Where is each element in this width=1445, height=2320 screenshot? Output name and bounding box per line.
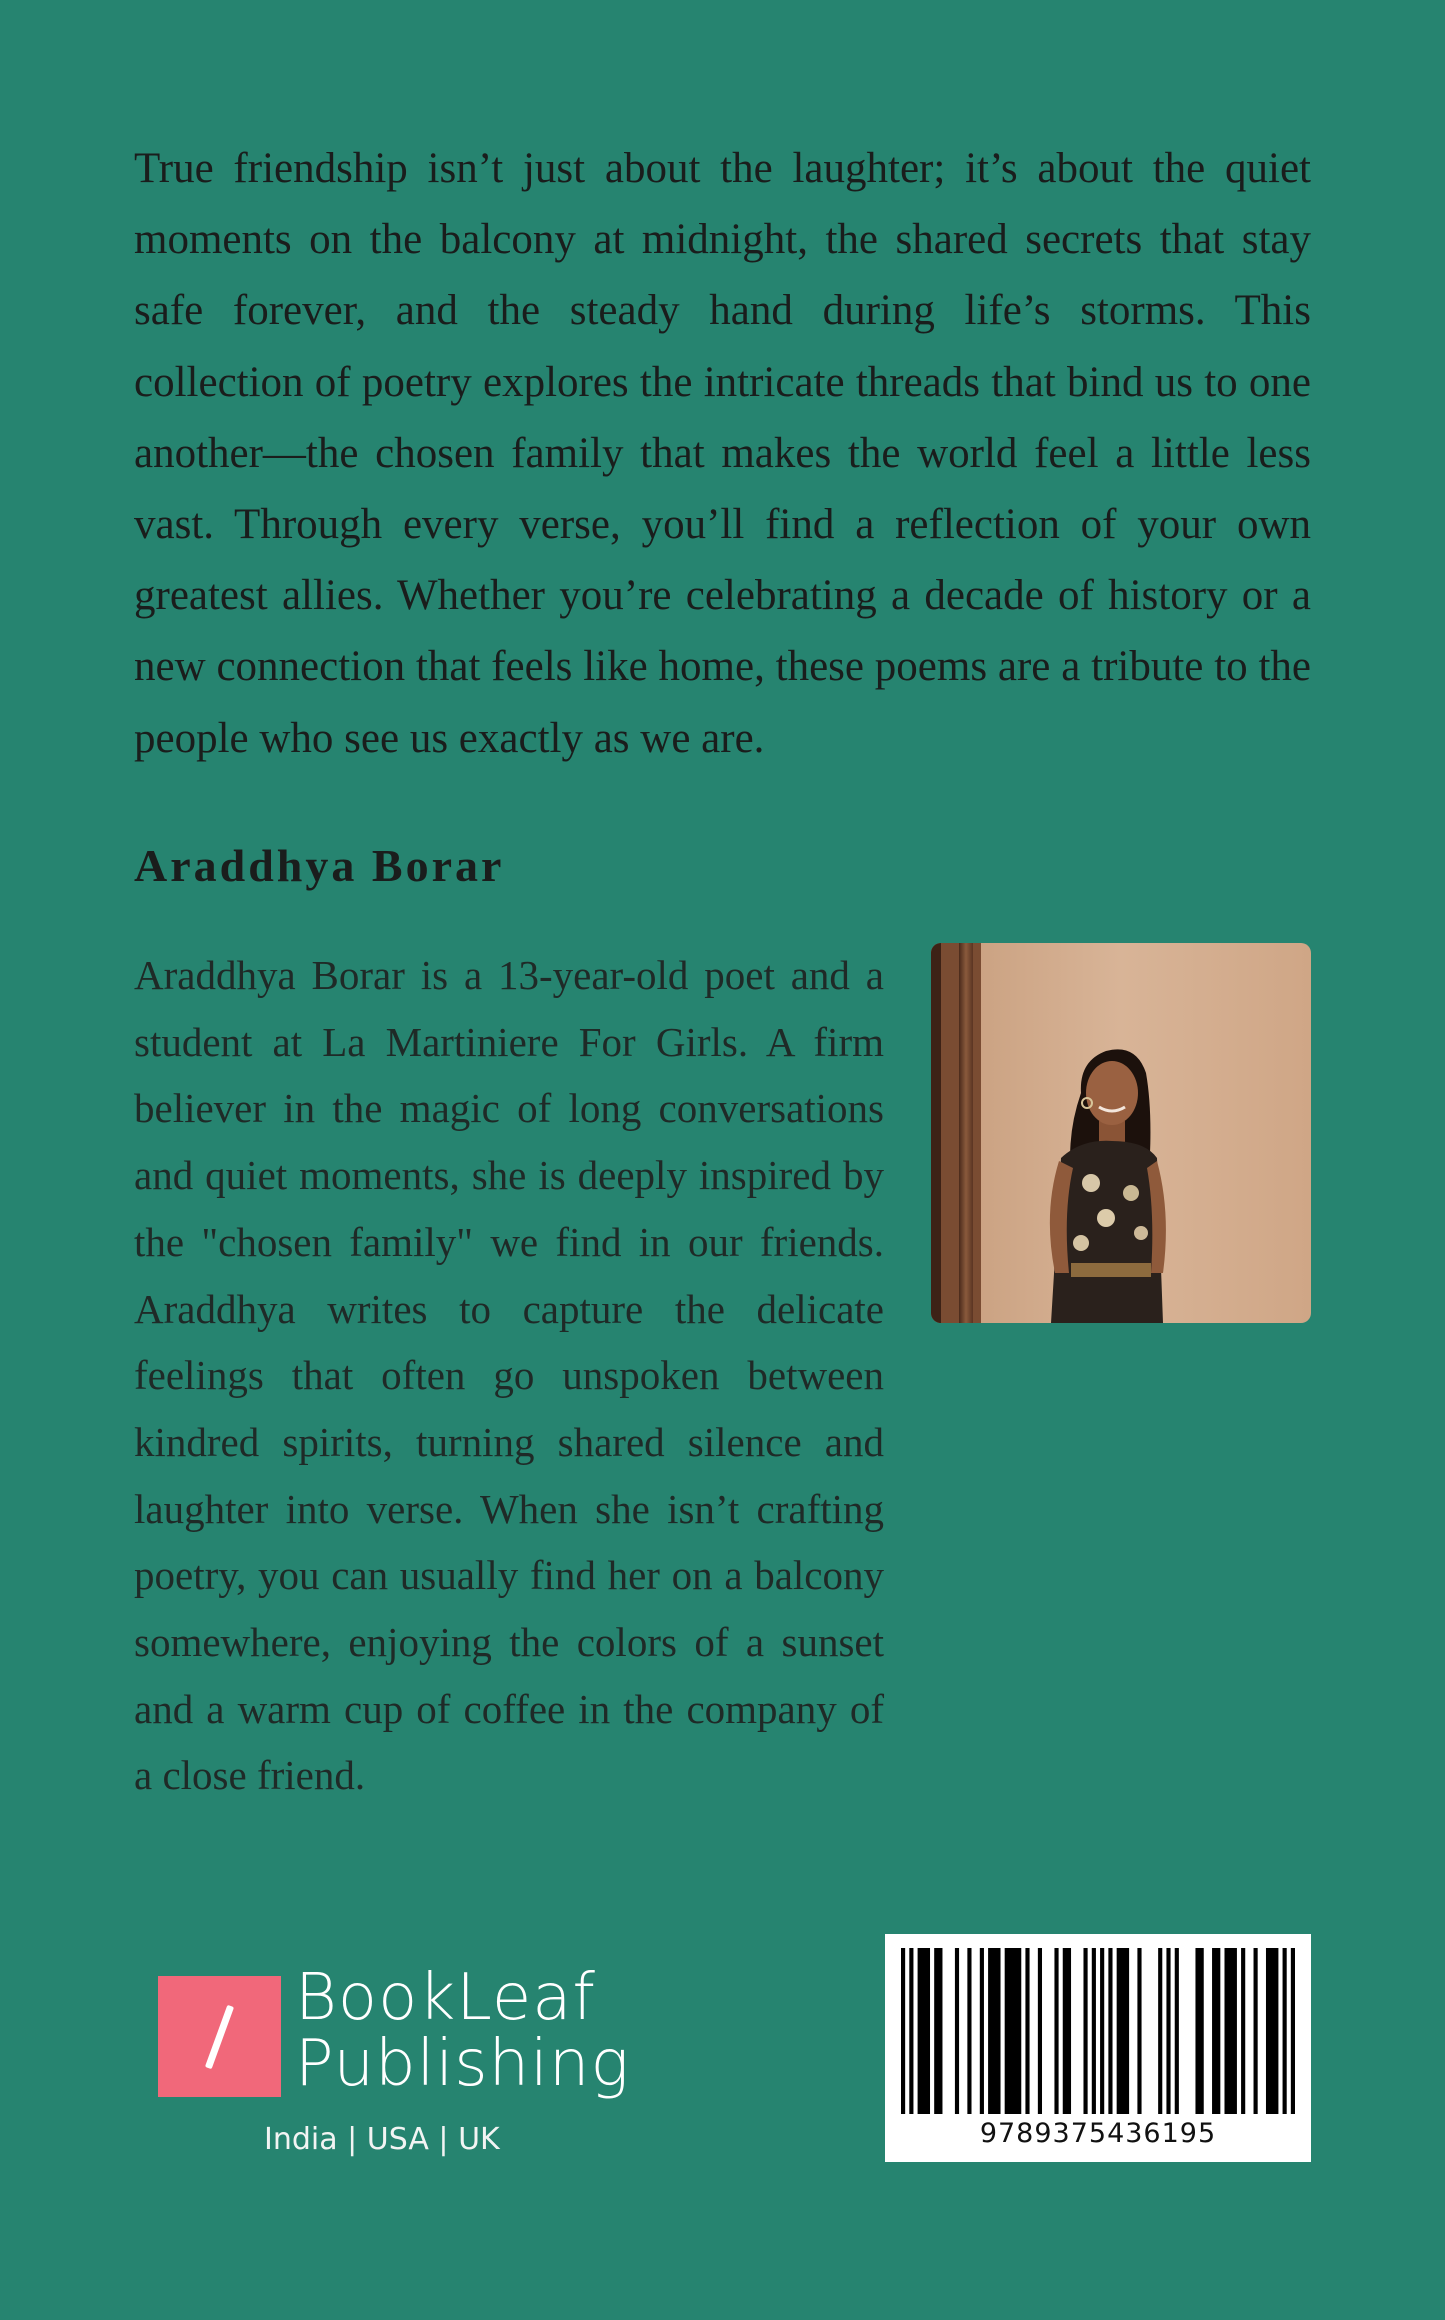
publisher-name-line1: BookLeaf [295,1961,596,2035]
barcode-bar [918,1948,930,2114]
back-cover-blurb: True friendship isn’t just about the laughter; it’s about the quiet moments on the balcony at midnight, the shared secrets that stay safe forever, and the steady hand during life’s storms. This collection of poetry explores the intricate threads that bind us to one another—the chosen family that makes the world feel a little less vast. Through every verse, you’ll find a reflection of your own greatest allies. Whether you’re celebrating a decade of history or a new connection that feels like home, these poems are a tribute to the people who see us exactly as we are. [134,145,1311,762]
author-photo [931,943,1311,1323]
barcode-bar [1195,1948,1203,2114]
publisher-name-line2: Publishing [295,2027,630,2101]
barcode-bar [1100,1948,1104,2114]
barcode-bar [1137,1948,1141,2114]
barcode-bar [1166,1948,1170,2114]
barcode-bar [955,1948,959,2114]
barcode-bar [1108,1948,1112,2114]
barcode-bar [1283,1948,1287,2114]
barcode-bar [1005,1948,1022,2114]
barcode-bar [901,1948,905,2114]
barcode-bar [1092,1948,1096,2114]
barcode-bar [1158,1948,1162,2114]
barcode-bar [980,1948,984,2114]
publisher-regions: India | USA | UK [264,2122,500,2157]
barcode-bar [1266,1948,1278,2114]
barcode-bar [1241,1948,1245,2114]
barcode-bar [988,1948,1000,2114]
barcode-bar [1038,1948,1042,2114]
barcode-bar [1291,1948,1295,2114]
barcode-bar [1063,1948,1071,2114]
author-heading: Araddhya Borar [134,840,505,891]
barcode-bar [1224,1948,1236,2114]
barcode-bar [1254,1948,1258,2114]
barcode-bar [1025,1948,1029,2114]
barcode-bar [1175,1948,1179,2114]
barcode-bars [885,1934,1311,2118]
barcode-bar [1054,1948,1058,2114]
author-bio: Araddhya Borar is a 13-year-old poet and a student at La Martiniere For Girls. A firm believer in the magic of long conversations and quiet moments, she is deeply inspired by the "chosen family" we find in our friends. Araddhya writes to capture the delicate feelings that often go unspoken between kindred spirits, turning shared silence and laughter into verse. When she isn’t crafting poetry, you can usually find her on a balcony somewhere, enjoying the colors of a sunset and a warm cup of coffee in the company of a close friend. [134,952,884,1799]
barcode-bar [1117,1948,1129,2114]
barcode-bar [934,1948,942,2114]
barcode-bar [1083,1948,1087,2114]
barcode-bar [967,1948,971,2114]
isbn-number: 9789375436195 [979,2118,1217,2149]
isbn-barcode [885,1934,1311,2162]
bookleaf-logo-icon [158,1976,281,2097]
barcode-bar [909,1948,913,2114]
publisher-logo [158,1961,630,2165]
barcode-bar [1212,1948,1220,2114]
